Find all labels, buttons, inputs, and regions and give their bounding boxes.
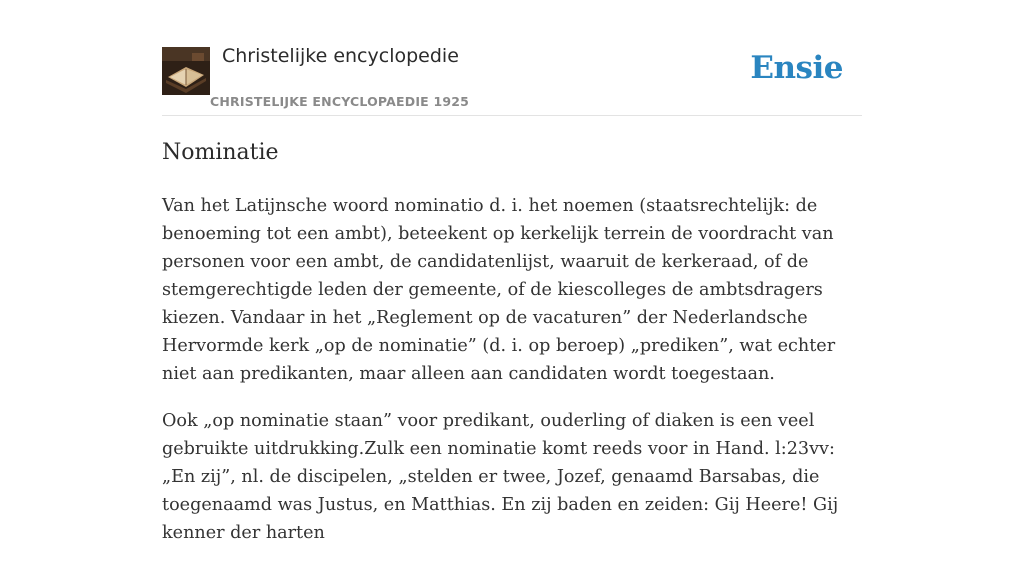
avatar[interactable] [162, 47, 210, 95]
brand-logo[interactable]: Ensie [750, 50, 843, 86]
article-title: Nominatie [162, 140, 279, 165]
article-body [162, 192, 872, 566]
header [162, 0, 862, 116]
site-title[interactable]: Christelijke encyclopedie [222, 45, 459, 67]
page [162, 0, 862, 543]
article-paragraph: Ook „op nominatie staan” voor predikant, ouderling of diaken is een veel gebruikte uitdrukking.Zulk een nominatie komt reeds voor in Hand. l:23vv: „En zij”, nl. de discipelen, „stelden er twee, Jozef, genaamd Barsabas, die toegenaamd was Justus, en Matthias. En zij baden en zeiden: Gij Heere! Gij kenner der harten [162, 411, 839, 543]
article-paragraph: Van het Latijnsche woord nominatio d. i. het noemen (staatsrechtelijk: de benoeming tot een ambt), beteekent op kerkelijk terrein de voordracht van personen voor een ambt, de candidatenlijst, waaruit de kerkeraad, of de stemgerechtigde leden der gemeente, of de kiescolleges de ambtsdragers kiezen. Vandaar in het „Reglement op de vacaturen” der Nederlandsche Hervormde kerk „op de nominatie” (d. i. op beroep) „prediken”, wat echter niet aan predikanten, maar alleen aan candidaten wordt toegestaan. [162, 196, 836, 384]
site-subtitle: CHRISTELIJKE ENCYCLOPAEDIE 1925 [210, 94, 470, 109]
book-icon [162, 47, 210, 95]
